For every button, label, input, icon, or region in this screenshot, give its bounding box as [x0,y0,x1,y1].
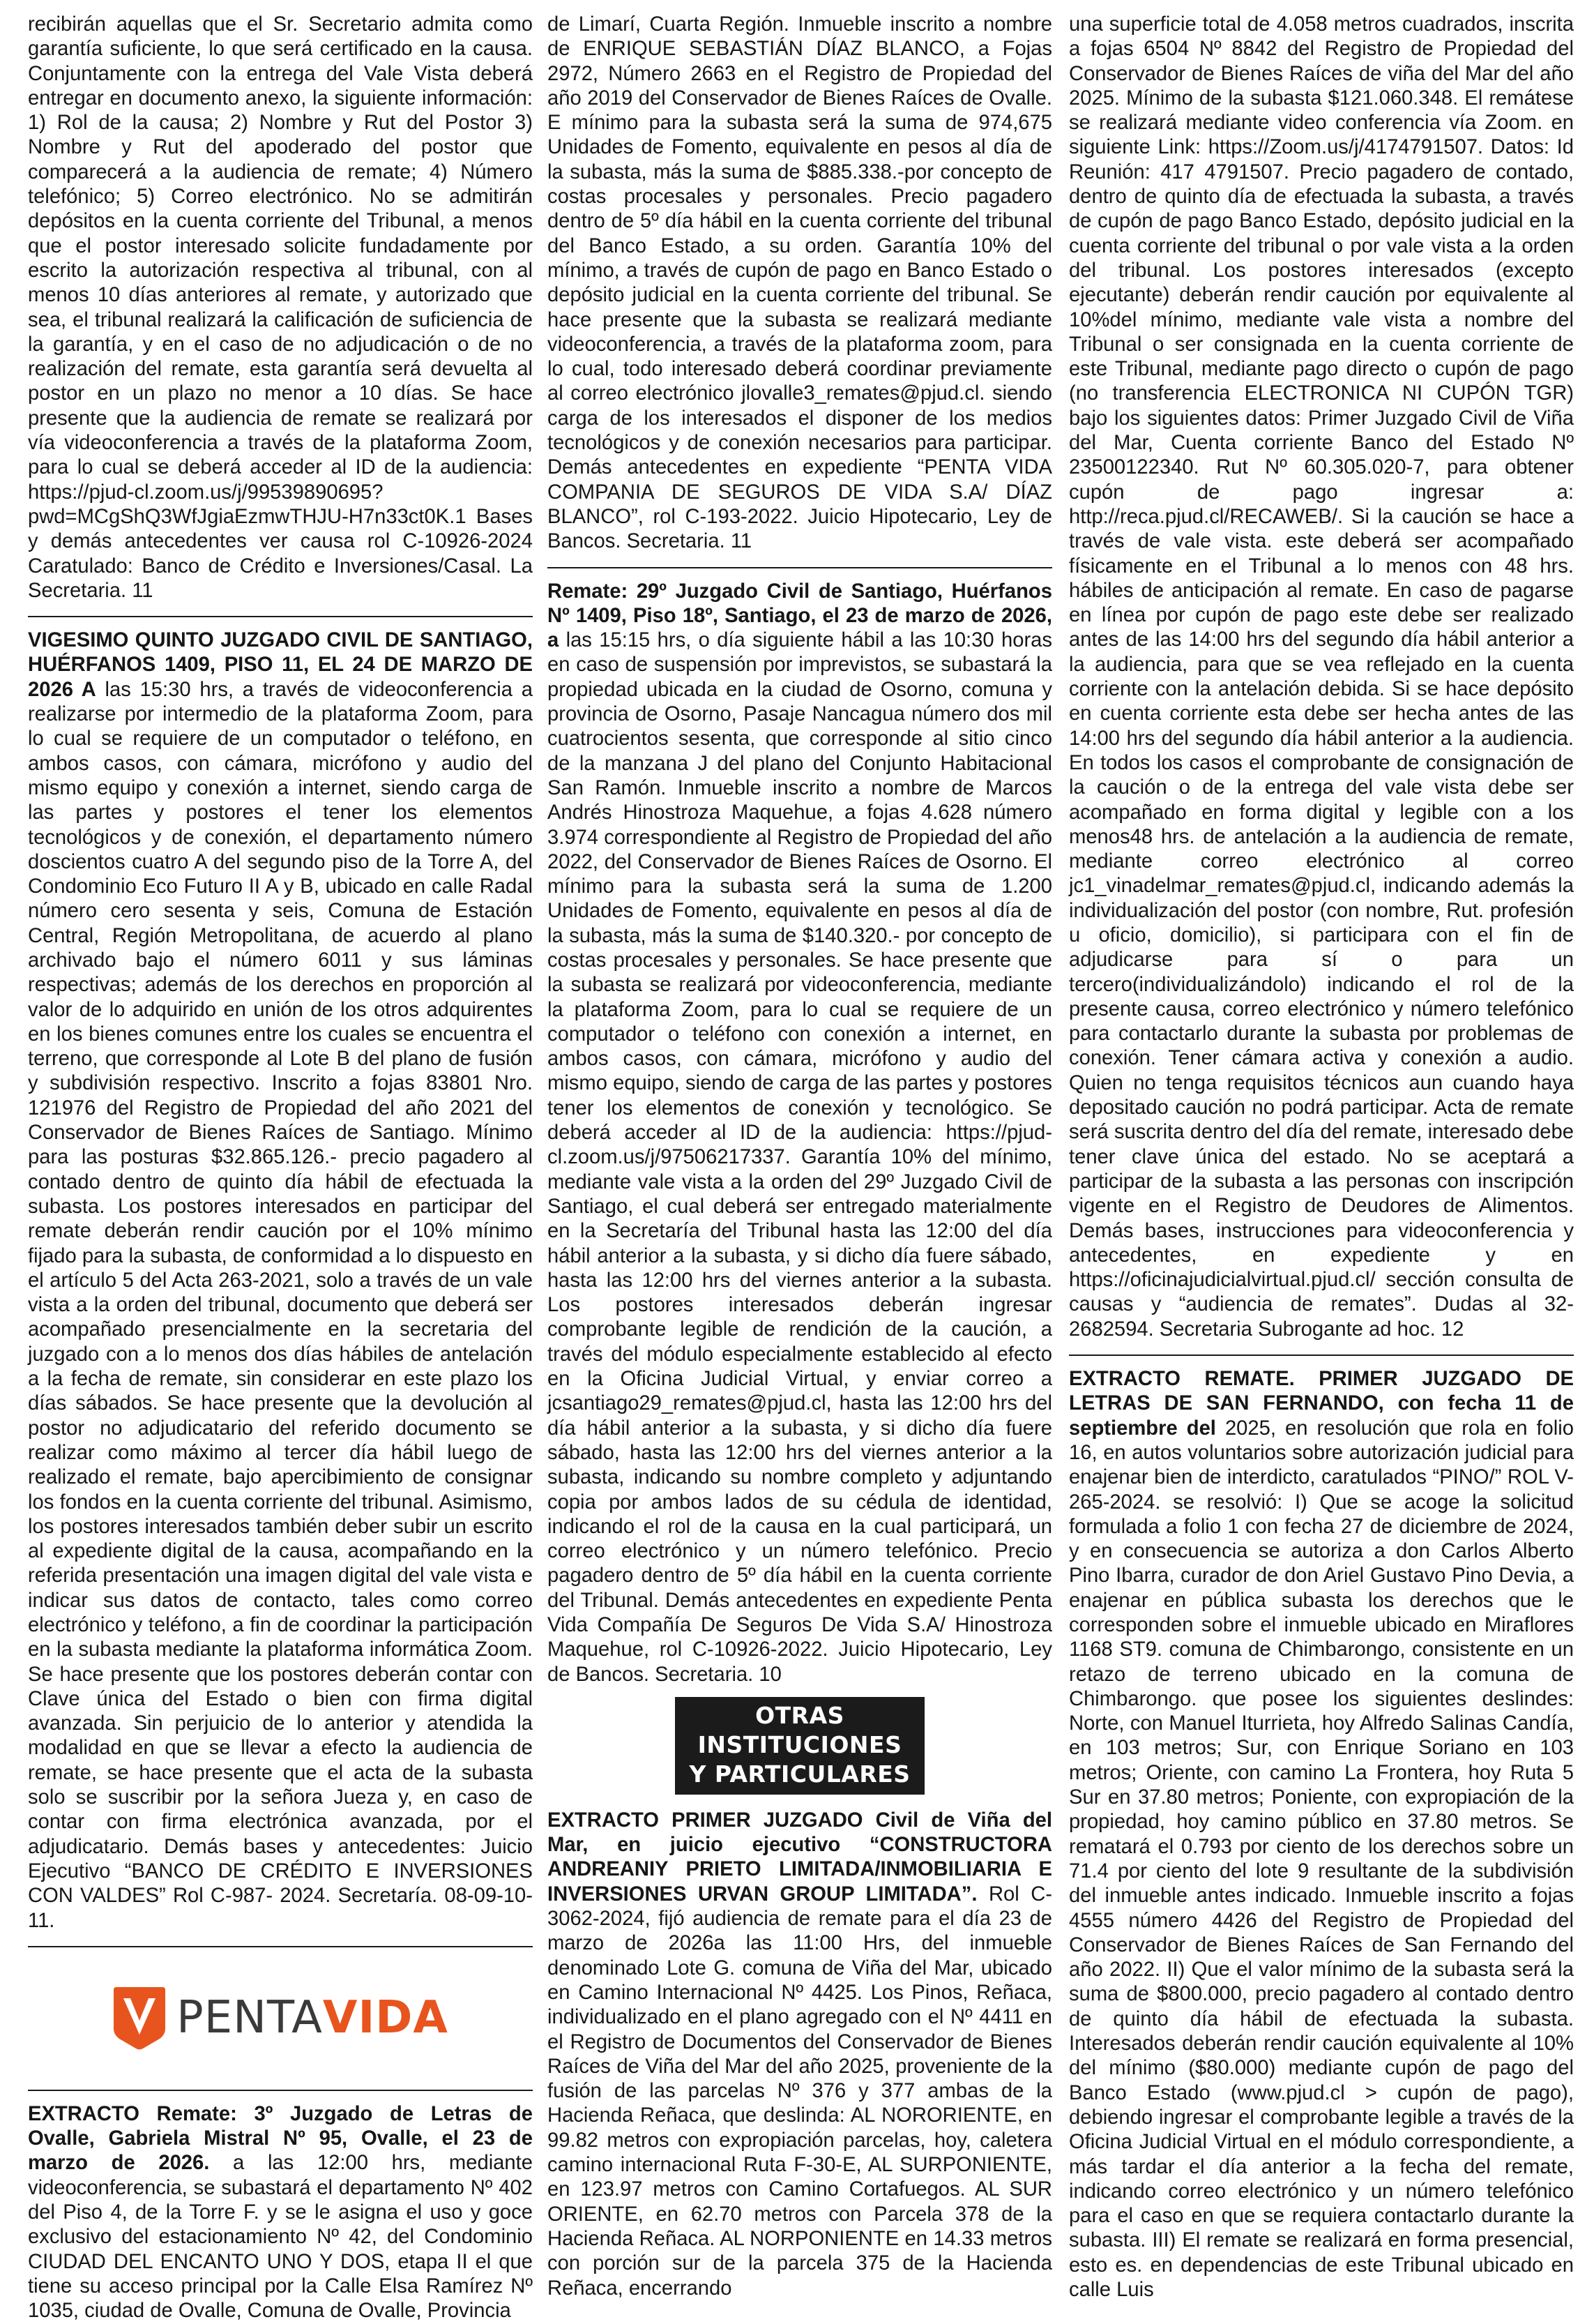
section-header-line: Y PARTICULARES [689,1760,911,1788]
penta-vida-logo [28,1959,533,2077]
column-1 [28,13,533,2323]
column-2 [547,13,1053,2300]
notice-body: una superficie total de 4.058 metros cuadrados, inscrita a fojas 6504 Nº 8842 del Registro de Propiedad del Conservador de Bienes Raíces de viña del Mar del año 2025. Mínimo de la subasta $121.060.348. El remátese se realizará mediante video conferencia vía Zoom. en siguiente Link: https://Zoom.us/j/4174791507. Datos: Id Reunión: 417 4791507. Precio pagadero de contado, dentro de quinto día de efectuada la subasta, a través de cupón de pago Banco Estado, depósito judicial en la cuenta corriente del tribunal o por vale vista a la orden del tribunal. Los postores interesados (excepto ejecutante) deberán rendir caución por equivalente al 10%del mínimo, mediante vale vista a nombre del Tribunal o ser consignada en la cuenta corriente de este Tribunal, mediante pago directo o cupón de pago (no transferencia ELECTRONICA NI CUPÓN TGR) bajo los siguientes datos: Primer Juzgado Civil de Viña del Mar, Cuenta corriente Banco del Estado Nº 23500122340. Rut Nº 60.305.020-7, para obtener cupón de pago ingresar a: http://reca.pjud.cl/RECAWEB/. Si la caución se hace a través de vale vista. este deberá ser acompañado físicamente en el Tribunal a lo menos con 48 hrs. hábiles de anticipación al remate. En caso de pagarse en línea por cupón de pago este debe ser realizado antes de las 14:00 hrs del segundo día hábil anterior a la audiencia, para que se vea reflejado en la cuenta corriente con la antelación debida. Si se hace depósito en cuenta corriente esta debe ser hecha antes de las 14:00 hrs del segundo día hábil anterior a la audiencia. En todos los casos el comprobante de consignación de la caución o de la entrega del vale vista debe ser acompañado en forma digital y legible con a los menos48 hrs. de antelación a la audiencia de remate, mediante correo electrónico al correo jc1_vinadelmar_remates@pjud.cl, indicando además la individualización del postor (con nombre, Rut. profesión u oficio, domicilio), si participara con el fin de adjudicarse para sí o para un tercero(individualizándolo) indicando el rol de la presente causa, correo electrónico y número telefónico para contactarlo durante la subasta por problemas de conexión. Tener cámara activa y conexión a audio. Quien no tenga requisitos técnicos aun cuando haya depositado caución no podrá participar. Acta de remate será suscrita dentro del día del remate, interesado debe tener clave única del estado. No se aceptará a participar de la subasta a las personas con inscripción vigente en el Registro de Deudores de Alimentos. Demás bases, instrucciones para videoconferencia y antecedentes, en expediente y en https://oficinajudicialvirtual.pjud.cl/ sección consulta de causas y “audiencia de remates”. Dudas al 32-2682594. Secretaria Subrogante ad hoc. 12 [1069,13,1574,1341]
column-3 [1069,13,1574,2302]
notice-heading: EXTRACTO REMATE. PRIMER JUZGADO DE LETRAS DE SAN FERNANDO, con fecha 11 de septiembre del [1069,1368,1574,1440]
notice-body: Rol C-3062-2024, fijó audiencia de remate para el día 23 de marzo de 2026a las 11:00 Hrs, del inmueble denominado Lote G. comuna de Viña del Mar, ubicado en Camino Internacional Nº 4425. Los Pinos, Reñaca, individualizado en el plano agregado con el Nº 4411 en el Registro de Documentos del Conservador de Bienes Raíces de Viña del Mar del año 2025, proveniente de la fusión de las parcelas Nº 376 y 377 ambas de la Hacienda Reñaca, que deslinda: AL NORORIENTE, en 99.82 metros con expropiación parcelas, hoy, caletera camino internacional Ruta F-30-E, AL SURPONIENTE, en 123.97 metros con Camino Cortafuegos. AL SUR ORIENTE, en 62.70 metros con Parcela 378 de la Hacienda Reñaca. AL NORPONIENTE en 14.33 metros con porción sur de la parcela 375 de la Hacienda Reñaca, encerrando [547,1882,1053,2300]
notice-text [28,2102,533,2324]
notice-text [547,1809,1052,2301]
section-header-line: OTRAS INSTITUCIONES [697,1701,902,1758]
notice-heading: EXTRACTO Remate: 3º Juzgado de Letras de Ovalle, Gabriela Mistral Nº 95, Ovalle, el 23 de marzo de 2026. [28,2102,533,2175]
divider [28,1946,533,1947]
notice-text [28,628,533,1933]
notice-text [547,13,1052,554]
notice-heading: EXTRACTO PRIMER JUZGADO Civil de Viña del Mar, en juicio ejecutivo “CONSTRUCTORA ANDREANIY PRIETO LIMITADA/INMOBILIARIA E INVERSIONES URVAN GROUP LIMITADA”. [547,1809,1052,1906]
logo-word-vida: VIDA [322,1991,448,2044]
section-header-otras-instituciones [675,1697,925,1795]
divider [28,2090,533,2091]
logo-wordmark [176,1991,448,2044]
notice-text [1069,13,1574,1342]
notice-body: recibirán aquellas que el Sr. Secretario admita como garantía suficiente, lo que será certificado en la causa. Conjuntamente con la entrega del Vale Vista deberá entregar en documento anexo, la siguiente información: 1) Rol de la causa; 2) Nombre y Rut del Postor 3) Nombre y Rut del apoderado del postor que comparecerá a la audiencia de remate; 4) Número telefónico; 5) Correo electrónico. No se admitirán depósitos en la cuenta corriente del Tribunal, a menos que el postor interesado solicite fundadamente por escrito la autorización respectiva al tribunal, con al menos 10 días anteriores al remate, y autorizado que sea, el tribunal realizará la calificación de suficiencia de la garantía, y en el caso de no adjudicación o de no realización del remate, esta garantía será devuelta al postor en un plazo no menor a 10 días. Se hace presente que la audiencia de remate se realizará por vía videoconferencia a través de la plataforma Zoom, para lo cual se deberá acceder al ID de la audiencia: https://pjud-cl.zoom.us/j/99539890695?pwd=MCgShQ3WfJgiaEzmwTHJU-H7n33ct0K.1 Bases y demás antecedentes ver causa rol C-10926-2024 Caratulado: Banco de Crédito e Inversiones/Casal. La Secretaria. 11 [28,13,533,602]
notice-body: 2025, en resolución que rola en folio 16, en autos voluntarios sobre autorización judicial para enajenar bien de interdicto, caratulados “PINO/” ROL V-265-2024. se resolvió: I) Que se acoge la solicitud formulada a folio 1 con fecha 27 de diciembre de 2024, y en consecuencia se autoriza a don Carlos Alberto Pino Ibarra, curador de don Ariel Gustavo Pino Devia, a enajenar en pública subasta los derechos que le corresponden sobre el inmueble ubicado en Miraflores 1168 ST9. comuna de Chimbarongo, consistente en un retazo de terreno ubicado en la comuna de Chimbarongo. que posee los siguientes deslindes: Norte, con Manuel Iturrieta, hoy Alfredo Salinas Candía, en 103 metros; Sur, con Enrique Soriano en 103 metros; Oriente, con camino La Frontera, hoy Ruta 5 Sur en 37.80 metros; Poniente, con expropiación de la propiedad, hoy camino público en 37.80 metros. Se rematará el 0.793 por ciento de los derechos sobre un 71.4 por ciento del lote 9 resultante de la subdivisión del inmueble antes indicado. Inmueble inscrito a fojas 4555 número 4426 del Registro de Propiedad del Conservador de Bienes Raíces de San Fernando del año 2022. II) Que el valor mínimo de la subasta será la suma de $800.000, precio pagadero al contado dentro de quinto día hábil de efectuada la subasta. Interesados deberán rendir caución equivalente al 10% del mínimo ($80.000) mediante cupón de pago del Banco Estado (www.pjud.cl > cupón de pago), debiendo ingresar el comprobante legible a través de la Oficina Judicial Virtual en el módulo correspondiente, a más tardar el día anterior a la fecha del remate, indicando correo electrónico y un número telefónico para el caso en que se requiera contactarlo durante la subasta. III) El remate se realizará en forma presencial, esto es. en dependencias de este Tribunal ubicado en calle Luis [1069,1417,1574,2302]
divider [1069,1355,1574,1356]
divider [547,567,1052,568]
divider [28,616,533,617]
notice-heading: Remate: 29º Juzgado Civil de Santiago, Huérfanos Nº 1409, Piso 18º, Santiago, el 23 de marzo de 2026, a [547,580,1052,652]
notice-text [1069,1367,1574,2302]
notice-body: las 15:15 hrs, o día siguiente hábil a las 10:30 horas en caso de suspensión por imprevistos, se subastará la propiedad ubicada en la ciudad de Osorno, comuna y provincia de Osorno, Pasaje Nancagua número dos mil cuatrocientos sesenta, que corresponde al sitio cinco de la manzana J del plano del Conjunto Habitacional San Ramón. Inmueble inscrito a nombre de Marcos Andrés Hinostroza Maquehue, a fojas 4.628 número 3.974 correspondiente al Registro de Propiedad del año 2022, del Conservador de Bienes Raíces de Osorno. El mínimo para la subasta será la suma de 1.200 Unidades de Fomento, equivalente en pesos al día de la subasta, más la suma de $140.320.- por concepto de costas procesales y personales. Se hace presente que la subasta se realizará por videoconferencia, mediante la plataforma Zoom, para lo cual se requiere de un computador o teléfono con conexión a internet, en ambos casos, con cámara, micrófono y audio del mismo equipo, siendo de carga de las partes y postores tener los elementos de conexión y tecnológico. Se deberá acceder al ID de la audiencia: https://pjud-cl.zoom.us/j/97506217337. Garantía 10% del mínimo, mediante vale vista a la orden del 29º Juzgado Civil de Santiago, el cual deberá ser entregado materialmente en la Secretaría del Tribunal hasta las 12:00 del día hábil anterior a la subasta, y si dicho día fuere sábado, hasta las 12:00 hrs del viernes anterior a la subasta. Los postores interesados deberán ingresar comprobante legible de rendición de la caución, a través del módulo especialmente establecido al efecto en la Oficina Judicial Virtual, y enviar correo a jcsantiago29_remates@pjud.cl, hasta las 12:00 hrs del día hábil anterior a la subasta, y si dicho día fuere sábado, hasta las 12:00 hrs del viernes anterior a la subasta, indicando su nombre completo y adjuntando copia por ambos lados de su cédula de identidad, indicando el rol de la causa en la cual participará, un correo electrónico y un número telefónico. Precio pagadero dentro de 5º día hábil en la cuenta corriente del Tribunal. Demás antecedentes en expediente Penta Vida Compañía De Seguros De Vida S.A/ Hinostroza Maquehue, rol C-10926-2022. Juicio Hipotecario, Ley de Bancos. Secretaria. 10 [547,629,1052,1686]
logo-word-penta: PENTA [176,1991,323,2044]
notice-body: de Limarí, Cuarta Región. Inmueble inscrito a nombre de ENRIQUE SEBASTIÁN DÍAZ BLANCO, a Fojas 2972, Número 2663 en el Registro de Propiedad del año 2019 del Conservador de Bienes Raíces de Ovalle. E mínimo para la subasta será la suma de 974,675 Unidades de Fomento, equivalente en pesos al día de la subasta, más la suma de $885.338.-por concepto de costas procesales y personales. Precio pagadero dentro de 5º día hábil en la cuenta corriente del tribunal del Banco Estado, a su orden. Garantía 10% del mínimo, a través de cupón de pago en Banco Estado o depósito judicial en la cuenta corriente del tribunal. Se hace presente que la subasta se realizará mediante videoconferencia, a través de la plataforma zoom, para lo cual, todo interesado deberá coordinar previamente al correo electrónico jlovalle3_remates@pjud.cl. siendo carga de los interesados el disponer de los medios tecnológicos y de conexión necesarios para participar. Demás antecedentes en expediente “PENTA VIDA COMPANIA DE SEGUROS DE VIDA S.A/ DÍAZ BLANCO”, rol C-193-2022. Juicio Hipotecario, Ley de Bancos. Secretaria. 11 [547,13,1052,553]
notice-text [547,580,1052,1687]
notice-body: las 15:30 hrs, a través de videoconferencia a realizarse por intermedio de la plataforma Zoom, para lo cual se requiere de un computador o teléfono, en ambos casos, con cámara, micrófono y audio del mismo equipo y conexión a internet, siendo carga de las partes y postores el tener los elementos tecnológicos y de conexión, el departamento número doscientos cuatro A del segundo piso de la Torre A, del Condominio Eco Futuro II A y B, ubicado en calle Radal número cero sesenta y seis, Comuna de Estación Central, Región Metropolitana, de acuerdo al plano archivado bajo el número 6011 y sus láminas respectivas; además de los derechos en proporción al valor de lo adquirido en unión de los otros adquirentes en los bienes comunes entre los cuales se encuentra el terreno, que corresponde al Lote B del plano de fusión y subdivisión respectivo. Inscrito a fojas 83801 Nro. 121976 del Registro de Propiedad del año 2021 del Conservador de Bienes Raíces de Santiago. Mínimo para las posturas $32.865.126.- precio pagadero al contado dentro de quinto día hábil de efectuada la subasta. Los postores interesados en participar del remate deberán rendir caución por el 10% mínimo fijado para la subasta, de conformidad a lo dispuesto en el artículo 5 del Acta 263-2021, solo a través de un vale vista a la orden del tribunal, documento que deberá ser acompañado presencialmente en la secretaria del juzgado con a lo menos dos días hábiles de antelación a la fecha de remate, sin considerar en este plazo los días sábados. Se hace presente que la devolución al postor no adjudicatario del referido documento se realizar como máximo al tercer día hábil luego de realizado el remate, bajo apercibimiento de consignar los fondos en la cuenta corriente del tribunal. Asimismo, los postores interesados también deber subir un escrito al expediente digital de la causa, acompañando en la referida presentación una imagen digital del vale vista e indicar sus datos de contacto, tales como correo electrónico y teléfono, a fin de coordinar la participación en la subasta mediante la plataforma informática Zoom. Se hace presente que los postores deberán contar con Clave única del Estado o bien con firma digital avanzada. Sin perjuicio de lo anterior y atendida la modalidad en que se llevar a efecto la audiencia de remate, se hace presente que el acta de la subasta solo se suscribir por la señora Jueza y, en caso de contar con firma electrónica avanzada, por el adjudicatario. Demás bases y antecedentes: Juicio Ejecutivo “BANCO DE CRÉDITO E INVERSIONES CON VALDES” Rol C-987- 2024. Secretaría. 08-09-10-11. [28,678,533,1932]
notice-heading: VIGESIMO QUINTO JUZGADO CIVIL DE SANTIAGO, HUÉRFANOS 1409, PISO 11, EL 24 DE MARZO DE 2026 A [28,629,533,701]
notice-body: a las 12:00 hrs, mediante videoconferencia, se subastará el departamento Nº 402 del Piso 4, de la Torre F. y se le asigna el uso y goce exclusivo del estacionamiento Nº 42, del Condominio CIUDAD DEL ENCANTO UNO Y DOS, etapa II el que tiene su acceso principal por la Calle Elsa Ramírez Nº 1035, ciudad de Ovalle, Comuna de Ovalle, Provincia [28,2152,533,2323]
notice-text [28,13,533,603]
penta-vida-logo-icon [112,1986,167,2050]
